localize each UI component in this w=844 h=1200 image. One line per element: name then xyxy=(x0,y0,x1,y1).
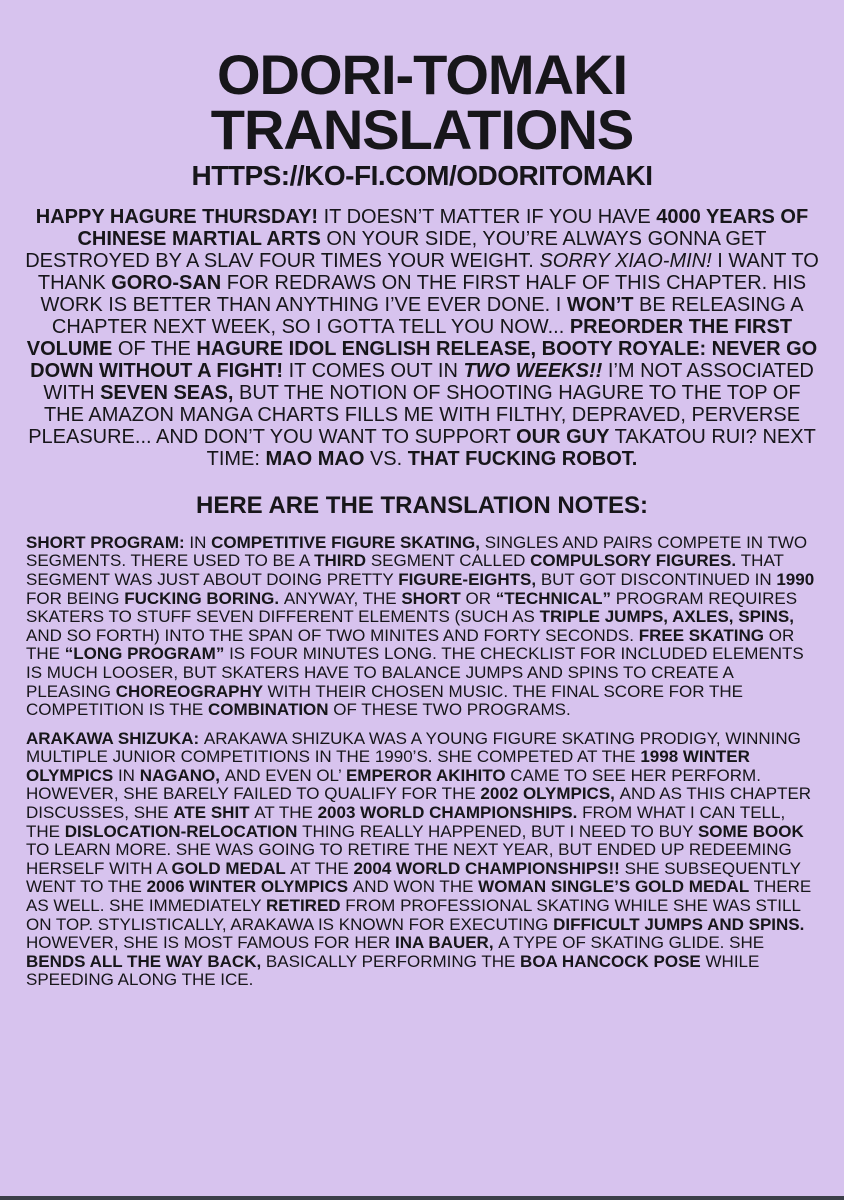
group-title-line1: ODORI-TOMAKI xyxy=(216,43,628,106)
group-title-line2: TRANSLATIONS xyxy=(210,97,634,161)
note-short-program: SHORT PROGRAM: IN COMPETITIVE FIGURE SKATING, SINGLES AND PAIRS COMPETE IN TWO SEGMENTS. THERE USED TO BE A THIRD SEGMENT CALLED COMPULSORY FIGURES. THAT SEGMENT WAS JUST ABOUT DOING PRETTY FIGURE-EIGHTS, BUT GOT DISCONTINUED IN 1990 FOR BEING FUCKING BORING. ANYWAY, THE SHORT OR “TECHNICAL” PROGRAM REQUIRES SKATERS TO STUFF SEVEN DIFFERENT ELEMENTS (SUCH AS TRIPLE JUMPS, AXLES, SPINS, AND SO FORTH) INTO THE SPAN OF TWO MINITES AND FORTY SECONDS. FREE SKATING OR THE “LONG PROGRAM” IS FOUR MINUTES LONG. THE CHECKLIST FOR INCLUDED ELEMENTS IS MUCH LOOSER, BUT SKATERS HAVE TO BALANCE JUMPS AND SPINS TO CREATE A PLEASING CHOREOGRAPHY WITH THEIR CHOSEN MUSIC. THE FINAL SCORE FOR THE COMPETITION IS THE COMBINATION OF THESE TWO PROGRAMS. xyxy=(26,532,815,720)
group-title xyxy=(0,43,844,161)
credits-header xyxy=(0,0,844,190)
intro-paragraph: HAPPY HAGURE THURSDAY! IT DOESN’T MATTER IF YOU HAVE 4000 YEARS OF CHINESE MARTIAL ARTS ON YOUR SIDE, YOU’RE ALWAYS GONNA GET DESTROYED BY A SLAV FOUR TIMES YOUR WEIGHT. SORRY XIAO-MIN! I WANT TO THANK GORO-SAN FOR REDRAWS ON THE FIRST HALF OF THIS CHAPTER. HIS WORK IS BETTER THAN ANYTHING I’VE EVER DONE. I WON’T BE RELEASING A CHAPTER NEXT WEEK, SO I GOTTA TELL YOU NOW... PREORDER THE FIRST VOLUME OF THE HAGURE IDOL ENGLISH RELEASE, BOOTY ROYALE: NEVER GO DOWN WITHOUT A FIGHT! IT COMES OUT IN TWO WEEKS!! I’M NOT ASSOCIATED WITH SEVEN SEAS, BUT THE NOTION OF SHOOTING HAGURE TO THE TOP OF THE AMAZON MANGA CHARTS FILLS ME WITH FILTHY, DEPRAVED, PERVERSE PLEASURE... AND DON’T YOU WANT TO SUPPORT OUR GUY TAKATOU RUI? NEXT TIME: MAO MAO VS. THAT FUCKING ROBOT. xyxy=(25,205,819,470)
note-arakawa-shizuka: ARAKAWA SHIZUKA: ARAKAWA SHIZUKA WAS A YOUNG FIGURE SKATING PRODIGY, WINNING MULTIPLE JUNIOR COMPETITIONS IN THE 1990’S. SHE COMPETED AT THE 1998 WINTER OLYMPICS IN NAGANO, AND EVEN OL’ EMPEROR AKIHITO CAME TO SEE HER PERFORM. HOWEVER, SHE BARELY FAILED TO QUALIFY FOR THE 2002 OLYMPICS, AND AS THIS CHAPTER DISCUSSES, SHE ATE SHIT AT THE 2003 WORLD CHAMPIONSHIPS. FROM WHAT I CAN TELL, THE DISLOCATION-RELOCATION THING REALLY HAPPENED, BUT I NEED TO BUY SOME BOOK TO LEARN MORE. SHE WAS GOING TO RETIRE THE NEXT YEAR, BUT ENDED UP REDEEMING HERSELF WITH A GOLD MEDAL AT THE 2004 WORLD CHAMPIONSHIPS!! SHE SUBSEQUENTLY WENT TO THE 2006 WINTER OLYMPICS AND WON THE WOMAN SINGLE’S GOLD MEDAL THERE AS WELL. SHE IMMEDIATELY RETIRED FROM PROFESSIONAL SKATING WHILE SHE WAS STILL ON TOP. STYLISTICALLY, ARAKAWA IS KNOWN FOR EXECUTING DIFFICULT JUMPS AND SPINS. HOWEVER, SHE IS MOST FAMOUS FOR HER INA BAUER, A TYPE OF SKATING GLIDE. SHE BENDS ALL THE WAY BACK, BASICALLY PERFORMING THE BOA HANCOCK POSE WHILE SPEEDING ALONG THE ICE. xyxy=(26,728,812,990)
translation-notes-heading: HERE ARE THE TRANSLATION NOTES: xyxy=(195,491,648,519)
bottom-edge-bar xyxy=(0,1196,844,1200)
kofi-url: HTTPS://KO-FI.COM/ODORITOMAKI xyxy=(191,159,653,191)
